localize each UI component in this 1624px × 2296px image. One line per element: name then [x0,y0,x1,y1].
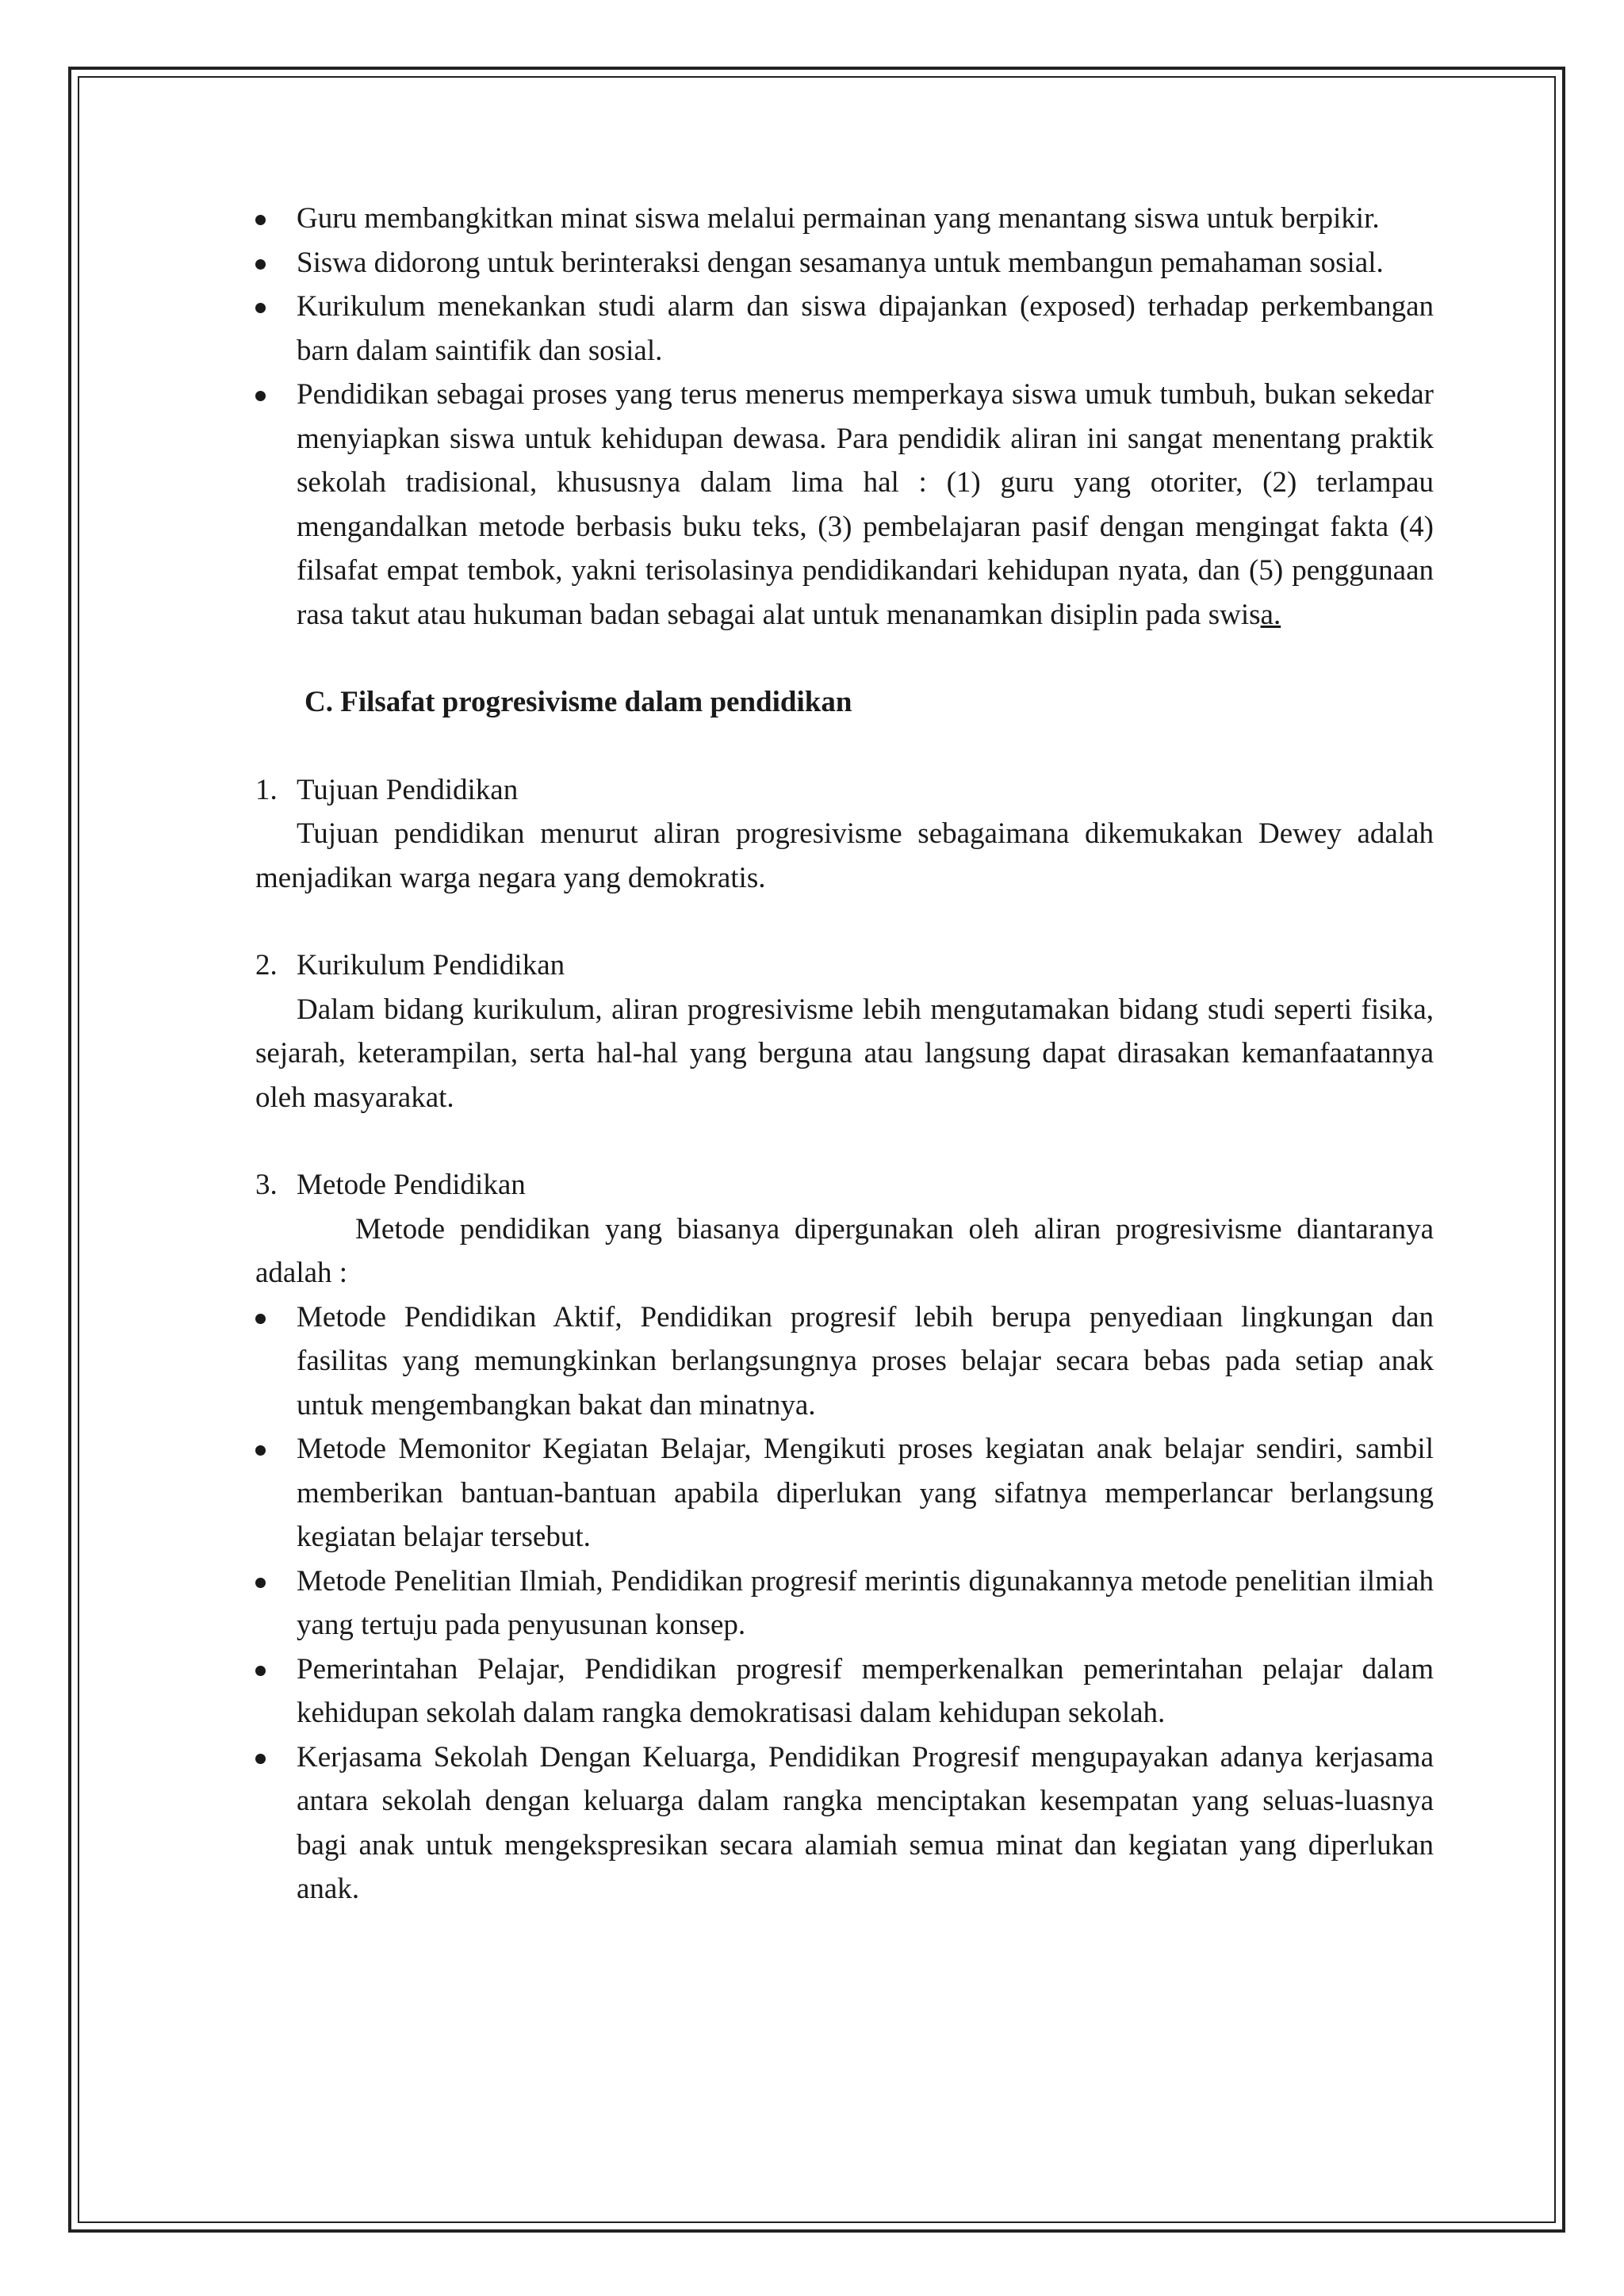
list-item-text: Pemerintahan Pelajar, Pendidikan progresif memperkenalkan pemerintahan pelajar dalam kehidupan sekolah dalam rangka demokratisasi dalam kehidupan sekolah. [297,1652,1434,1729]
subsection-number: 1. [255,773,278,806]
list-item-text: Metode Memonitor Kegiatan Belajar, Mengikuti proses kegiatan anak belajar sendiri, sambil memberikan bantuan-bantuan apabila diperlukan yang sifatnya memperlancar berlangsung kegiatan belajar tersebut. [297,1433,1434,1553]
subsection-heading-tujuan [255,768,1434,813]
subsection-number: 3. [255,1169,278,1201]
list-item [255,1295,1434,1428]
bullet-icon [255,215,266,225]
list-item [255,1647,1434,1735]
list-item-text: Pendidikan sebagai proses yang terus menerus memperkaya siswa umuk tumbuh, bukan sekedar menyiapkan siswa untuk kehidupan dewasa. Para pendidik aliran ini sangat menentang praktik sekolah tradisional, khususnya dalam lima hal : (1) guru yang otoriter, (2) terlampau mengandalkan metode berbasis buku teks, (3) pembelajaran pasif dengan mengingat fakta (4) filsafat empat tembok, yakni terisolasinya pendidikandari kehidupan nyata, dan (5) penggunaan rasa takut atau hukuman badan sebagai alat untuk menanamkan disiplin pada swis [297,378,1434,631]
subsection-title: Kurikulum Pendidikan [297,949,565,982]
bullet-icon [255,391,266,401]
bullet-icon [255,303,266,313]
subsection-heading-metode [255,1163,1434,1207]
section-heading: C. Filsafat progresivisme dalam pendidikan [304,686,852,718]
paragraph-tujuan: Tujuan pendidikan menurut aliran progresivisme sebagaimana dikemukakan Dewey adalah menjadikan warga negara yang demokratis. [255,817,1434,894]
bullet-icon [255,1578,266,1588]
intro-bullet-list [255,197,1434,637]
bullet-icon [255,1314,266,1324]
subsection-heading-kurikulum [255,943,1434,988]
list-item [255,285,1434,373]
bullet-icon [255,259,266,270]
bullet-icon [255,1754,266,1764]
list-item-text: Kerjasama Sekolah Dengan Keluarga, Pendidikan Progresif mengupayakan adanya kerjasama antara sekolah dengan keluarga dalam rangka menciptakan kesempatan yang seluas-luasnya bagi anak untuk mengekspresikan secara alamiah semua minat dan kegiatan yang diperlukan anak. [297,1740,1434,1905]
list-item [255,197,1434,241]
page-content [255,197,1434,1911]
method-bullet-list [255,1295,1434,1911]
list-item-text: Siswa didorong untuk berinteraksi dengan sesamanya untuk membangun pemahaman sosial. [297,246,1384,279]
subsection-number: 2. [255,949,278,982]
list-item [255,1559,1434,1647]
paragraph-metode: Metode pendidikan yang biasanya dipergunakan oleh aliran progresivisme diantaranya adalah : [255,1212,1434,1289]
subsection-title: Metode Pendidikan [297,1169,526,1201]
list-item [255,1735,1434,1911]
list-item-text: Guru membangkitkan minat siswa melalui permainan yang menantang siswa untuk berpikir. [297,202,1380,235]
bullet-icon [255,1666,266,1676]
paragraph-kurikulum: Dalam bidang kurikulum, aliran progresivisme lebih mengutamakan bidang studi seperti fisika, sejarah, keterampilan, serta hal-hal yang berguna atau langsung dapat dirasakan kemanfaatannya oleh masyarakat. [255,993,1434,1114]
list-item [255,241,1434,285]
list-item [255,373,1434,637]
bullet-icon [255,1445,266,1456]
list-item [255,1427,1434,1559]
underlined-text: a. [1260,598,1281,631]
subsection-title: Tujuan Pendidikan [297,773,519,806]
list-item-text: Metode Penelitian Ilmiah, Pendidikan progresif merintis digunakannya metode penelitian ilmiah yang tertuju pada penyusunan konsep. [297,1564,1434,1641]
list-item-text: Metode Pendidikan Aktif, Pendidikan progresif lebih berupa penyediaan lingkungan dan fasilitas yang memungkinkan berlangsungnya proses belajar secara bebas pada setiap anak untuk mengembangkan bakat dan minatnya. [297,1300,1434,1422]
list-item-text: Kurikulum menekankan studi alarm dan siswa dipajankan (exposed) terhadap perkembangan barn dalam saintifik dan sosial. [297,290,1434,367]
